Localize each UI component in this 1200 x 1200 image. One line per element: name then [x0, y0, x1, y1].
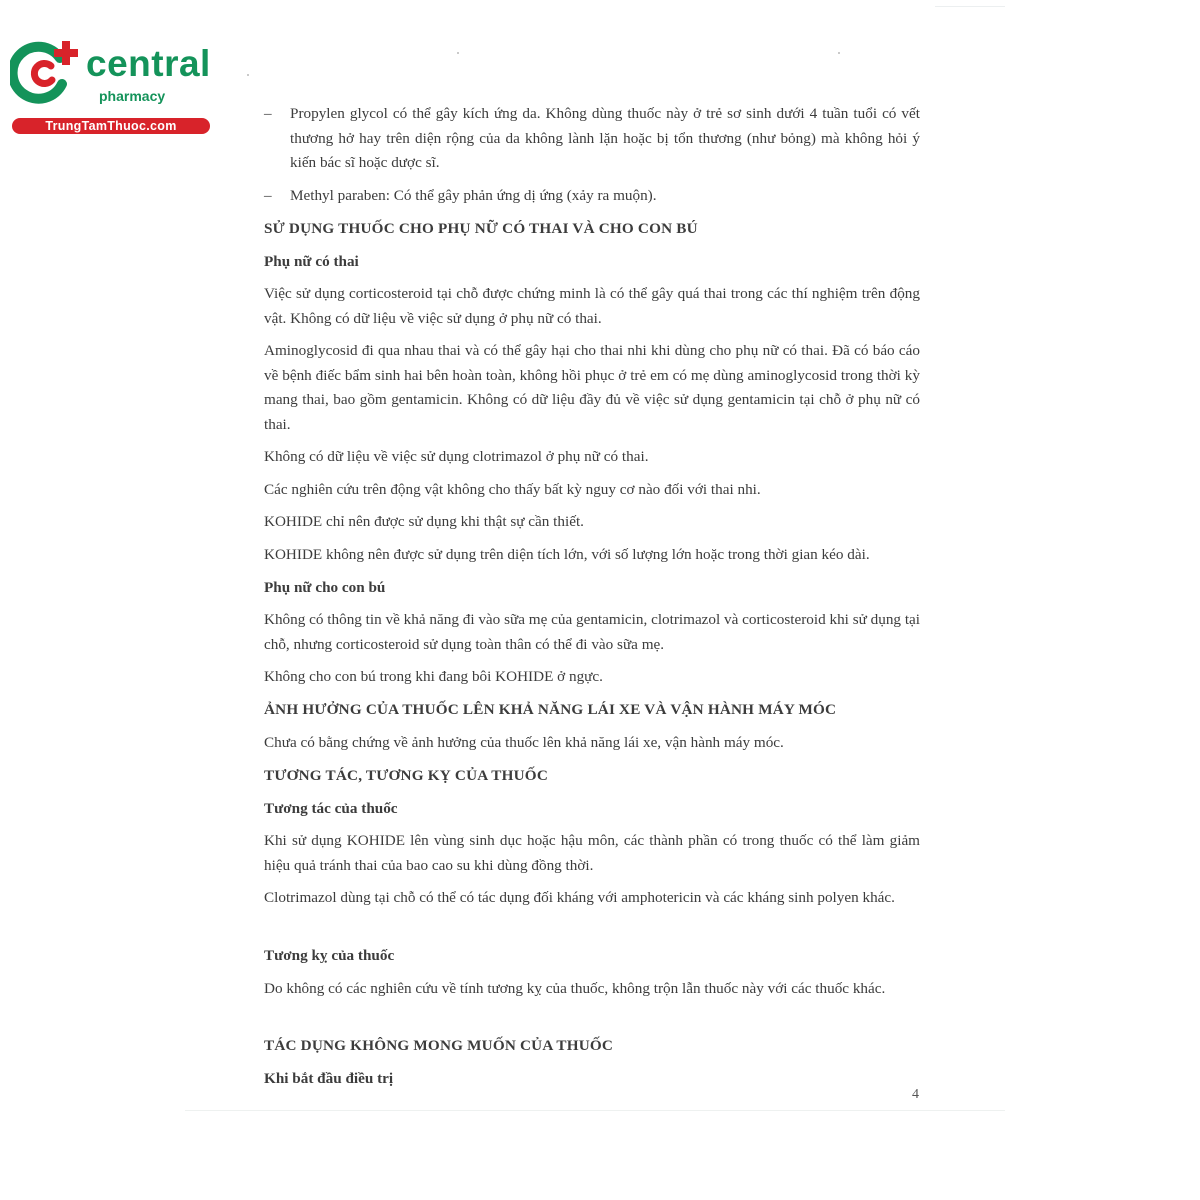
scan-speck — [457, 52, 459, 54]
pharmacy-cross-icon — [10, 38, 84, 108]
heading-adverse-effects: TÁC DỤNG KHÔNG MONG MUỐN CỦA THUỐC — [264, 1037, 614, 1054]
scan-speck — [247, 74, 249, 76]
paragraph: Aminoglycosid đi qua nhau thai và có thể gây hại cho thai nhi khi dùng cho phụ nữ có thai. Đã có báo cáo về bệnh điếc bẩm sinh hai bên hoàn toàn, không hồi phục ở trẻ em có mẹ dùng aminoglycosid trong thời kỳ mang thai, bao gồm gentamicin. Không có dữ liệu đầy đủ về việc sử dụng gentamicin tại chỗ ở phụ nữ có thai. — [264, 342, 920, 433]
bullet-text: Propylen glycol có thể gây kích ứng da. Không dùng thuốc này ở trẻ sơ sinh dưới 4 tuần tuổi có vết thương hở hay trên diện rộng của da không lành lặn hoặc bị tổn thương (như bỏng) mà không hỏi ý kiến bác sĩ hoặc dược sĩ. — [290, 105, 920, 171]
paragraph: Không có dữ liệu về việc sử dụng clotrimazol ở phụ nữ có thai. — [264, 448, 649, 465]
paragraph: KOHIDE không nên được sử dụng trên diện tích lớn, với số lượng lớn hoặc trong thời gian kéo dài. — [264, 546, 870, 563]
page-number: 4 — [912, 1087, 919, 1102]
subheading-breastfeeding: Phụ nữ cho con bú — [264, 579, 386, 596]
bullet-text: Methyl paraben: Có thể gây phản ứng dị ứng (xảy ra muộn). — [290, 187, 657, 204]
subheading-interaction: Tương tác của thuốc — [264, 800, 398, 817]
logo-website-banner: TrungTamThuoc.com — [12, 118, 210, 134]
subheading-treatment-start: Khi bắt đầu điều trị — [264, 1070, 394, 1087]
bullet-methyl-paraben — [264, 184, 920, 209]
paragraph: Clotrimazol dùng tại chỗ có thể có tác dụng đối kháng với amphotericin và các kháng sinh polyen khác. — [264, 889, 895, 906]
paragraph: Không có thông tin về khả năng đi vào sữa mẹ của gentamicin, clotrimazol và corticosteroid khi sử dụng tại chỗ, nhưng corticosteroid sử dụng toàn thân có thể đi vào sữa mẹ. — [264, 611, 920, 653]
heading-driving-effects: ẢNH HƯỞNG CỦA THUỐC LÊN KHẢ NĂNG LÁI XE VÀ VẬN HÀNH MÁY MÓC — [264, 701, 837, 718]
logo-brand-subtitle: pharmacy — [99, 88, 166, 104]
heading-interactions: TƯƠNG TÁC, TƯƠNG KỴ CỦA THUỐC — [264, 767, 548, 784]
subheading-incompatibility: Tương kỵ của thuốc — [264, 947, 395, 964]
paragraph: Chưa có bằng chứng về ảnh hưởng của thuốc lên khả năng lái xe, vận hành máy móc. — [264, 734, 784, 751]
central-pharmacy-logo — [10, 38, 215, 138]
paragraph: Việc sử dụng corticosteroid tại chỗ được chứng minh là có thể gây quá thai trong các thí nghiệm trên động vật. Không có dữ liệu về việc sử dụng ở phụ nữ có thai. — [264, 285, 920, 327]
logo-brand-name: central — [86, 43, 211, 84]
paragraph: KOHIDE chỉ nên được sử dụng khi thật sự cần thiết. — [264, 513, 584, 530]
bullet-dash: – — [264, 187, 272, 204]
paragraph: Không cho con bú trong khi đang bôi KOHIDE ở ngực. — [264, 668, 603, 685]
bullet-dash: – — [264, 105, 272, 122]
paragraph: Các nghiên cứu trên động vật không cho thấy bất kỳ nguy cơ nào đối với thai nhi. — [264, 481, 761, 498]
paragraph: Khi sử dụng KOHIDE lên vùng sinh dục hoặc hậu môn, các thành phần có trong thuốc có thể làm giảm hiệu quả tránh thai của bao cao su khi dùng đồng thời. — [264, 832, 920, 874]
page-bottom-line — [185, 1110, 1005, 1111]
scan-speck — [838, 52, 840, 54]
paragraph: Do không có các nghiên cứu về tính tương kỵ của thuốc, không trộn lẫn thuốc này với các thuốc khác. — [264, 980, 886, 997]
heading-pregnancy-lactation: SỬ DỤNG THUỐC CHO PHỤ NỮ CÓ THAI VÀ CHO CON BÚ — [264, 220, 698, 237]
top-edge-line — [935, 6, 1005, 7]
bullet-propylen-glycol — [264, 102, 920, 176]
subheading-pregnant: Phụ nữ có thai — [264, 253, 359, 270]
